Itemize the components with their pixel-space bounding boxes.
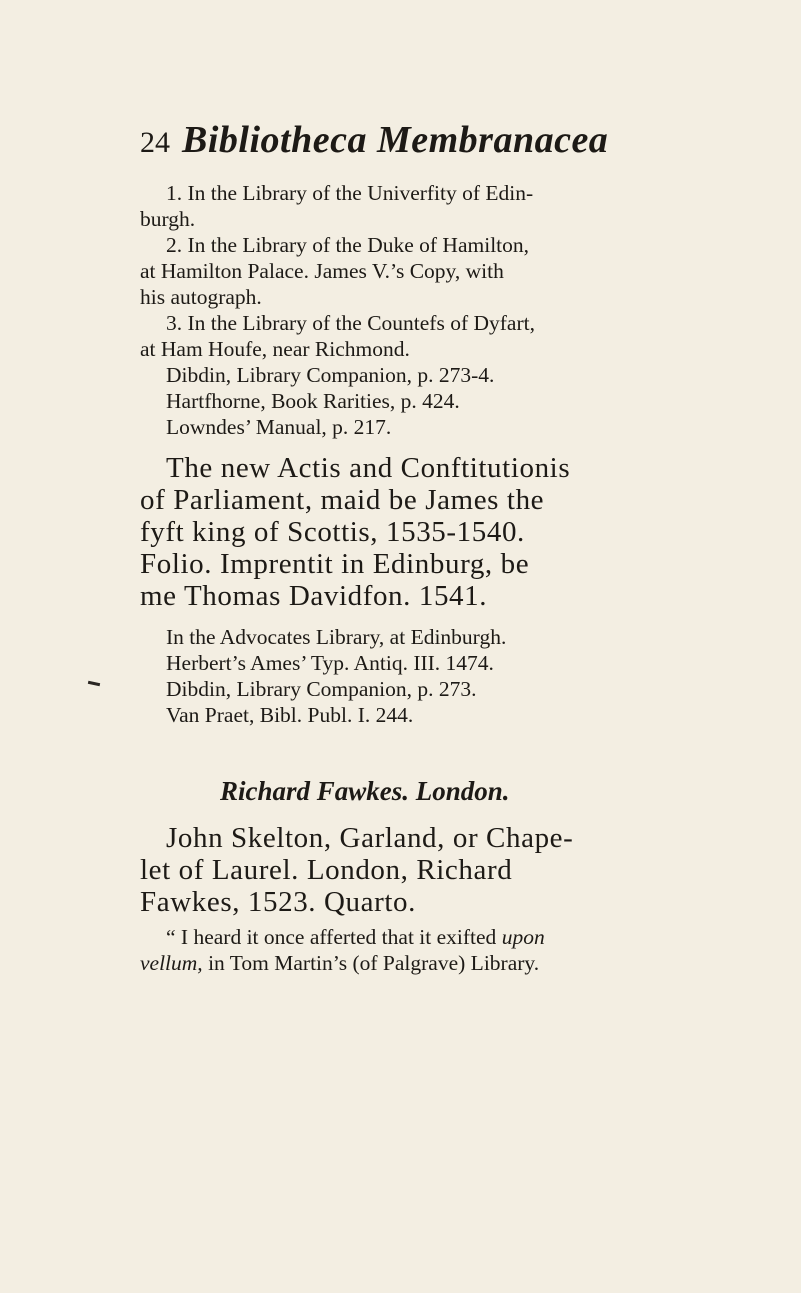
title-line: let of Laurel. London, Richard <box>140 854 513 886</box>
copy-line: 1. In the Library of the Univerfity of Edin- <box>166 181 534 205</box>
reference-line: Hartfhorne, Book Rarities, p. 424. <box>166 389 460 413</box>
reference-line: Lowndes’ Manual, p. 217. <box>166 415 392 439</box>
entry-acts-title <box>140 452 680 612</box>
title-line: John Skelton, Garland, or Chape- <box>166 822 574 854</box>
title-line: of Parliament, maid be James the <box>140 484 545 516</box>
title-line: The new Actis and Conftitutionis <box>166 452 571 484</box>
quote-line <box>140 950 680 976</box>
copy-line: his autograph. <box>140 285 262 309</box>
title-line: fyft king of Scottis, 1535-1540. <box>140 516 525 548</box>
entry-garland-title <box>140 822 680 918</box>
copy-line: 2. In the Library of the Duke of Hamilton, <box>166 233 530 257</box>
copy-line: 3. In the Library of the Countefs of Dyfart, <box>166 311 535 335</box>
quote-italic: vellum, <box>140 951 203 975</box>
copy-line: burgh. <box>140 207 196 231</box>
reference-line: Dibdin, Library Companion, p. 273-4. <box>166 363 495 387</box>
quote-text: “ I heard it once afferted that it exifted <box>166 925 502 949</box>
copy-line: at Ham Houfe, near Richmond. <box>140 337 410 361</box>
copies-list <box>140 180 680 440</box>
title-line: Folio. Imprentit in Edinburg, be <box>140 548 530 580</box>
title-line: Fawkes, 1523. Quarto. <box>140 886 416 918</box>
printer-heading: Richard Fawkes. London. <box>220 776 510 806</box>
reference-line: Dibdin, Library Companion, p. 273. <box>166 677 477 701</box>
running-title: Bibliotheca Membranacea <box>182 119 609 161</box>
page-number: 24 <box>140 126 170 159</box>
quote-text: in Tom Martin’s (of Palgrave) Library. <box>202 951 540 975</box>
running-header <box>140 118 700 162</box>
entry-garland-quote <box>140 924 680 976</box>
reference-line: Herbert’s Ames’ Typ. Antiq. III. 1474. <box>166 651 494 675</box>
location-line: In the Advocates Library, at Edinburgh. <box>166 625 507 649</box>
reference-line: Van Praet, Bibl. Publ. I. 244. <box>166 703 414 727</box>
marginal-mark <box>88 681 100 686</box>
quote-line <box>140 924 680 950</box>
copy-line: at Hamilton Palace. James V.’s Copy, with <box>140 259 504 283</box>
entry-acts-notes <box>140 624 680 728</box>
quote-italic: upon <box>501 925 545 949</box>
title-line: me Thomas Davidfon. 1541. <box>140 580 488 612</box>
